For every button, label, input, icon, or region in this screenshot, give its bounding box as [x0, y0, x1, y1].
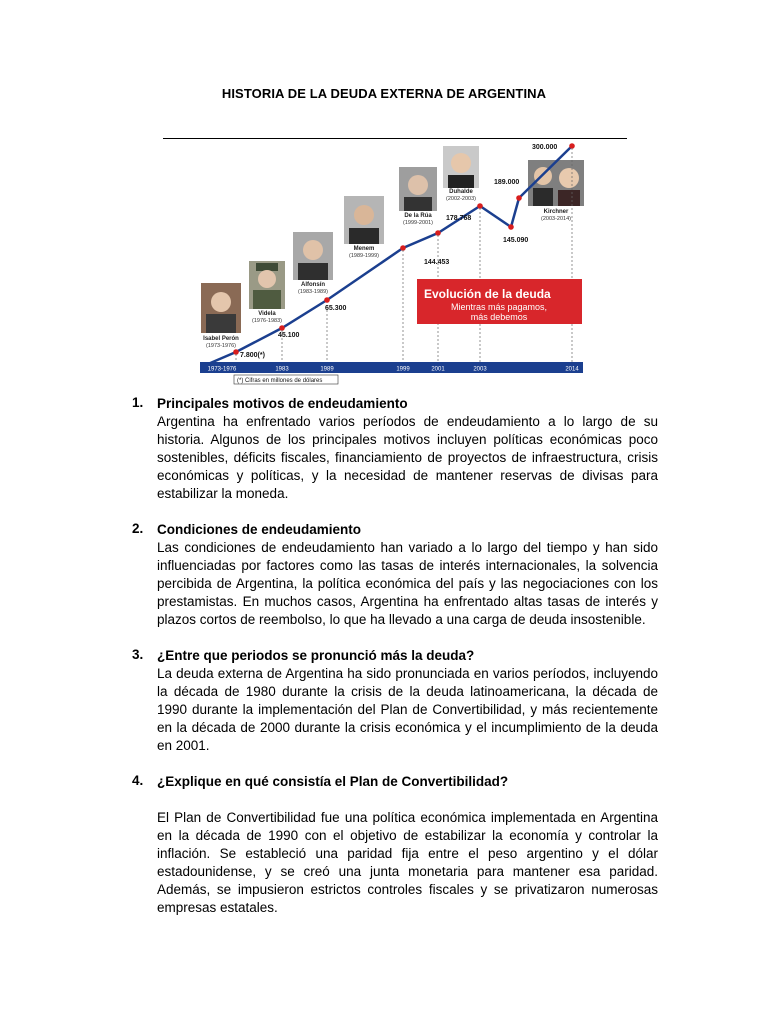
- photo-duhalde: [443, 146, 479, 188]
- person-years: (2002-2003): [446, 196, 476, 202]
- year-axis: [200, 362, 583, 373]
- person-name: De la Rúa: [404, 213, 432, 219]
- axis-year: 2001: [431, 366, 445, 373]
- debt-point: [477, 203, 483, 209]
- item-heading: Condiciones de endeudamiento: [157, 522, 362, 537]
- value-label: 65.300: [325, 305, 347, 312]
- photo-videla: [249, 261, 285, 309]
- debt-point: [233, 349, 239, 355]
- axis-year: 1989: [320, 366, 334, 373]
- debt-point: [400, 245, 406, 251]
- person-name: Duhalde: [449, 189, 473, 195]
- item-number: 1.: [132, 395, 144, 410]
- item-heading: ¿Explique en qué consistía el Plan de Convertibilidad?: [157, 774, 509, 789]
- item-body: Las condiciones de endeudamiento han variado a lo largo del tiempo y han sido influenciadas por factores como las tasas de interés internacionales, la solvencia percibida de Argentina, la política económica del país y las negociaciones con los prestamistas. En muchos casos, Argentina ha enfrentado altas tasas de interés y plazos cortos de reembolso, lo que ha llevado a una carga de deuda insostenible.: [157, 540, 658, 627]
- title-rule: [163, 138, 627, 139]
- value-label: 300.000: [532, 144, 558, 151]
- debt-point: [508, 224, 514, 230]
- footnote: (*) Cifras en millones de dólares: [237, 378, 323, 384]
- axis-year: 1973-1976: [207, 366, 237, 373]
- banner-sub1: Mientras más pagamos,: [450, 302, 548, 312]
- item-body: El Plan de Convertibilidad fue una política económica implementada en Argentina en la década de 1990 con el objetivo de estabilizar la economía y controlar la inflación. Se estableció una paridad fija entre el peso argentino y el dólar estadounidense, y se creó una junta monetaria para mantener esa paridad. Además, se impusieron estrictos controles fiscales y se privatizaron numerosas empresas estatales.: [157, 810, 658, 915]
- photo-alfonsin: [293, 232, 333, 280]
- item-heading: ¿Entre que periodos se pronunció más la deuda?: [157, 648, 475, 663]
- axis-year: 2014: [565, 366, 579, 373]
- item-heading: Principales motivos de endeudamiento: [157, 396, 408, 411]
- photo-isabel-peron: [201, 283, 241, 333]
- list-item-3: [132, 647, 658, 755]
- debt-infographic: [192, 142, 626, 388]
- axis-year: 1983: [275, 366, 289, 373]
- photo-menem: [344, 196, 384, 244]
- banner-title: Evolución de la deuda: [424, 287, 551, 301]
- value-label: 178.768: [446, 215, 472, 222]
- list-item-2: [132, 521, 658, 629]
- person-name: Isabel Perón: [203, 336, 239, 342]
- person-years: (1983-1989): [298, 289, 328, 295]
- person-years: (1999-2001): [403, 220, 433, 226]
- item-number: 2.: [132, 521, 144, 536]
- banner-sub2: más debemos: [470, 312, 528, 322]
- item-body: La deuda externa de Argentina ha sido pronunciada en varios períodos, incluyendo la década de 1980 durante la crisis de la deuda latinoamericana, la década de 1990 durante la implementación del Plan de Convertibilidad, y más recientemente en la década de 2000 durante la crisis económica y el incumplimiento de la deuda en 2001.: [157, 666, 658, 753]
- debt-point: [324, 297, 330, 303]
- person-name: Kirchner: [543, 209, 569, 215]
- item-number: 3.: [132, 647, 144, 662]
- value-label: 189.000: [494, 179, 520, 186]
- axis-year: 1999: [396, 366, 410, 373]
- person-years: (1976-1983): [252, 318, 282, 324]
- debt-point: [435, 230, 441, 236]
- value-label: 145.090: [503, 237, 529, 244]
- person-name: Videla: [258, 311, 276, 317]
- debt-point: [516, 195, 522, 201]
- person-name: Alfonsín: [301, 282, 325, 288]
- debt-point: [569, 143, 575, 149]
- value-label: 144.453: [424, 259, 450, 266]
- person-years: (1989-1999): [349, 253, 379, 259]
- page-title: HISTORIA DE LA DEUDA EXTERNA DE ARGENTINA: [221, 86, 547, 101]
- item-body: Argentina ha enfrentado varios períodos de endeudamiento a lo largo de su historia. Algunos de los principales motivos incluyen políticas económicas poco sostenibles, déficits fiscales, financiamiento de proyectos de infraestructura, crisis económicas y políticas, y la necesidad de mantener reservas de divisas para estabilizar la moneda.: [157, 414, 658, 501]
- person-years: (2003-2014): [541, 216, 571, 222]
- value-label: 45.100: [278, 332, 300, 339]
- photo-kirchner: [528, 160, 584, 206]
- debt-point: [279, 325, 285, 331]
- photo-de-la-rua: [399, 167, 437, 211]
- list-item-1: [132, 395, 658, 503]
- question-list: [132, 395, 658, 935]
- list-item-4: [132, 773, 658, 917]
- person-name: Menem: [353, 246, 375, 252]
- debt-banner: [417, 279, 582, 324]
- person-years: (1973-1976): [206, 343, 236, 349]
- item-number: 4.: [132, 773, 144, 788]
- axis-year: 2003: [473, 366, 487, 373]
- value-label: 7.800(*): [240, 352, 265, 359]
